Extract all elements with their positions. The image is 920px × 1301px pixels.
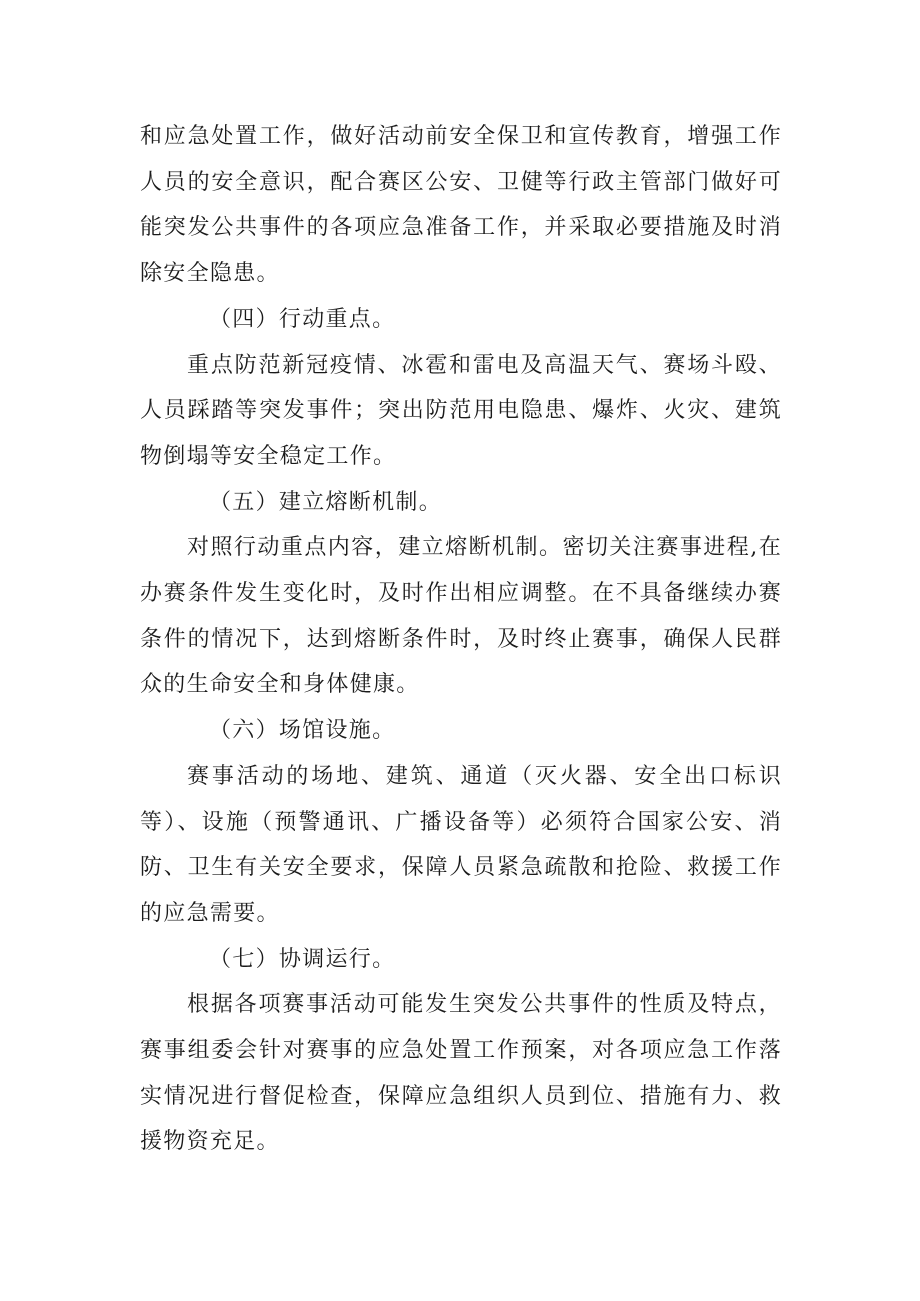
section-heading-four: （四）行动重点。 — [209, 306, 396, 332]
paragraph-circuit-breaker: 对照行动重点内容，建立熔断机制。密切关注赛事进程,在办赛条件发生变化时，及时作出相应调整。在不具备继续办赛条件的情况下，达到熔断条件时，及时终止赛事，确保人民群众的生命安全和身体健康。 — [140, 535, 782, 698]
section-heading-five: （五）建立熔断机制。 — [209, 489, 443, 515]
section-heading-seven: （七）协调运行。 — [209, 946, 396, 972]
document-body — [140, 114, 782, 1165]
paragraph-venue-facilities: 赛事活动的场地、建筑、通道（灭火器、安全出口标识等）、设施（预警通讯、广播设备等）必须符合国家公安、消防、卫生有关安全要求，保障人员紧急疏散和抢险、救援工作的应急需要。 — [140, 763, 782, 926]
section-heading-six: （六）场馆设施。 — [209, 718, 396, 744]
paragraph-action-focus: 重点防范新冠疫情、冰雹和雷电及高温天气、赛场斗殴、人员踩踏等突发事件；突出防范用电隐患、爆炸、火灾、建筑物倒塌等安全稳定工作。 — [140, 352, 782, 469]
paragraph-coordination: 根据各项赛事活动可能发生突发公共事件的性质及特点，赛事组委会针对赛事的应急处置工作预案，对各项应急工作落实情况进行督促检查，保障应急组织人员到位、措施有力、救援物资充足。 — [140, 992, 782, 1155]
paragraph-continuation: 和应急处置工作，做好活动前安全保卫和宣传教育，增强工作人员的安全意识，配合赛区公安、卫健等行政主管部门做好可能突发公共事件的各项应急准备工作，并采取必要措施及时消除安全隐患。 — [140, 124, 782, 287]
